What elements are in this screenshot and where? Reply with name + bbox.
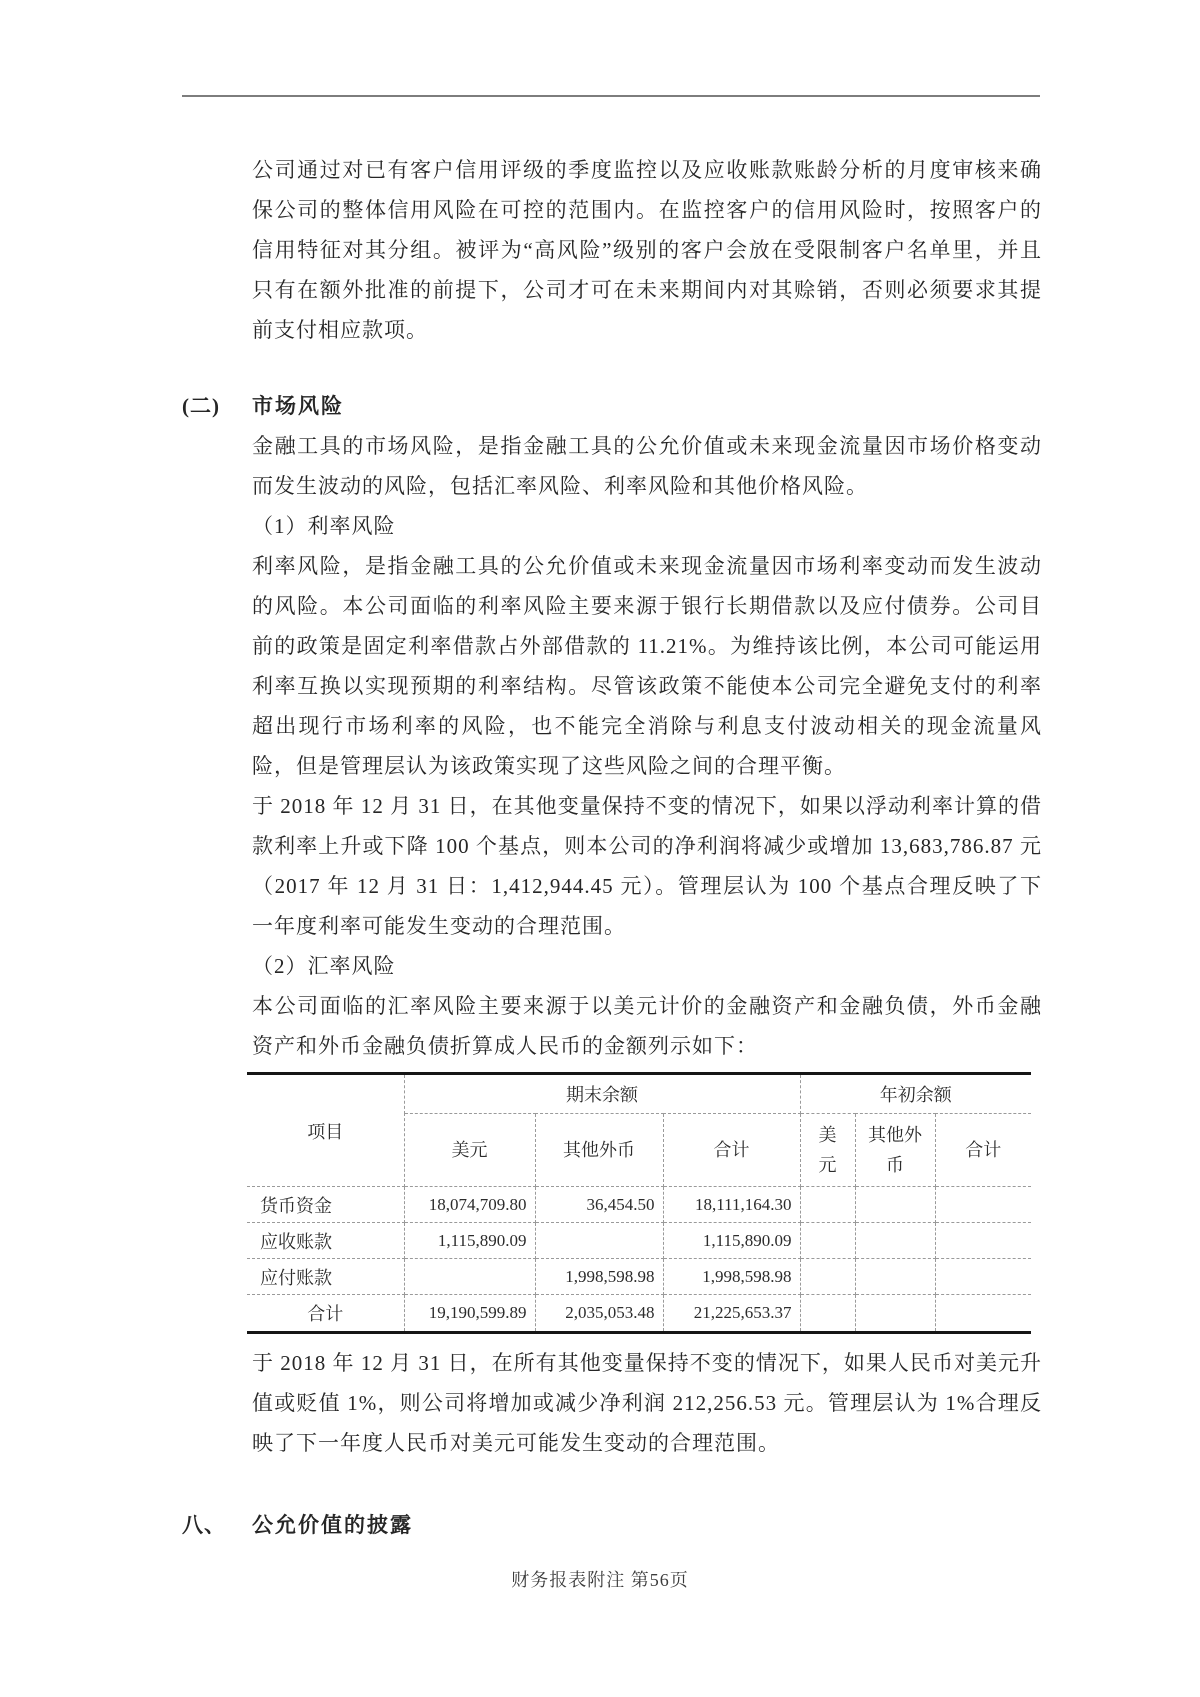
cell-value <box>935 1259 1031 1295</box>
section-market-risk-heading <box>182 386 1042 426</box>
credit-risk-paragraph: 公司通过对已有客户信用评级的季度监控以及应收账款账龄分析的月度审核来确保公司的整体信用风险在可控的范围内。在监控客户的信用风险时，按照客户的信用特征对其分组。被评为“高风险”级别的客户会放在受限制客户名单里，并且只有在额外批准的前提下，公司才可在未来期间内对其赊销，否则必须要求其提前支付相应款项。 <box>252 158 1042 342</box>
gutter-spacer <box>182 1343 252 1463</box>
cell-value: 21,225,653.37 <box>663 1295 800 1333</box>
exchange-rate-intro-row <box>182 986 1042 1066</box>
section-fair-value-heading <box>182 1505 1042 1545</box>
cell-value: 18,074,709.80 <box>404 1187 535 1223</box>
cell-value: 1,115,890.09 <box>404 1223 535 1259</box>
header-rule <box>182 95 1040 97</box>
gutter-spacer <box>182 1066 252 1334</box>
gutter-spacer <box>182 946 252 986</box>
cell-value <box>404 1259 535 1295</box>
cell-value: 1,115,890.09 <box>663 1223 800 1259</box>
gutter-spacer <box>182 546 252 786</box>
fx-col-closing-other: 其他外币 <box>535 1114 663 1187</box>
fx-table-group-header-row <box>247 1074 1031 1114</box>
interest-rate-sensitivity: 于 2018 年 12 月 31 日，在其他变量保持不变的情况下，如果以浮动利率计算的借款利率上升或下降 100 个基点，则本公司的净利润将减少或增加 13,683,786.87 元（2017 年 12 月 31 日：1,412,944.45 元）。管理层认为 100 个基点合理反映了下一年度利率可能发生变动的合理范围。 <box>252 794 1042 938</box>
cell-value <box>935 1295 1031 1333</box>
fx-col-opening-other: 其他外币 <box>855 1114 935 1187</box>
interest-rate-heading-row <box>182 506 1042 546</box>
cell-value <box>800 1295 855 1333</box>
table-row-receivables <box>247 1223 1031 1259</box>
row-label: 应付账款 <box>247 1259 404 1295</box>
section-market-risk-number: (二) <box>182 394 220 418</box>
cell-value <box>855 1295 935 1333</box>
fx-table-closing-group-header: 期末余额 <box>404 1074 800 1114</box>
fx-col-closing-total: 合计 <box>663 1114 800 1187</box>
gutter-spacer <box>182 506 252 546</box>
cell-value <box>855 1259 935 1295</box>
fx-exposure-table <box>247 1072 1031 1334</box>
interest-rate-sensitivity-row <box>182 786 1042 946</box>
exchange-rate-sensitivity-row <box>182 1343 1042 1463</box>
cell-value <box>935 1223 1031 1259</box>
gutter-spacer <box>182 150 252 350</box>
cell-value: 19,190,599.89 <box>404 1295 535 1333</box>
cell-value: 1,998,598.98 <box>535 1259 663 1295</box>
exchange-rate-sensitivity: 于 2018 年 12 月 31 日，在所有其他变量保持不变的情况下，如果人民币对美元升值或贬值 1%，则公司将增加或减少净利润 212,256.53 元。管理层认为 1%合理反映了下一年度人民币对美元可能发生变动的合理范围。 <box>252 1351 1042 1455</box>
gutter-spacer <box>182 986 252 1066</box>
credit-risk-paragraph-row <box>182 150 1042 350</box>
fx-col-closing-usd: 美元 <box>404 1114 535 1187</box>
table-row-total <box>247 1295 1031 1333</box>
table-row-payables <box>247 1259 1031 1295</box>
exchange-rate-heading: （2）汇率风险 <box>252 954 396 978</box>
fx-col-opening-usd: 美元 <box>800 1114 855 1187</box>
table-row-cash <box>247 1187 1031 1223</box>
gutter-spacer <box>182 426 252 506</box>
cell-value: 36,454.50 <box>535 1187 663 1223</box>
market-risk-intro: 金融工具的市场风险，是指金融工具的公允价值或未来现金流量因市场价格变动而发生波动的风险，包括汇率风险、利率风险和其他价格风险。 <box>252 434 1042 498</box>
section-fair-value-title: 公允价值的披露 <box>252 1513 413 1537</box>
cell-value <box>855 1223 935 1259</box>
cell-value <box>800 1223 855 1259</box>
page-footer: 财务报表附注 第56页 <box>511 1570 689 1590</box>
market-risk-intro-row <box>182 426 1042 506</box>
interest-rate-body-row <box>182 546 1042 786</box>
fx-table-row <box>182 1066 1042 1334</box>
cell-value <box>935 1187 1031 1223</box>
row-label: 合计 <box>247 1295 404 1333</box>
row-label: 货币资金 <box>247 1187 404 1223</box>
exchange-rate-heading-row <box>182 946 1042 986</box>
page-content <box>182 150 1042 1545</box>
cell-value <box>855 1187 935 1223</box>
interest-rate-heading: （1）利率风险 <box>252 514 396 538</box>
fx-col-opening-total: 合计 <box>935 1114 1031 1187</box>
cell-value <box>800 1187 855 1223</box>
row-label: 应收账款 <box>247 1223 404 1259</box>
exchange-rate-intro: 本公司面临的汇率风险主要来源于以美元计价的金融资产和金融负债，外币金融资产和外币金融负债折算成人民币的金额列示如下： <box>252 994 1042 1058</box>
cell-value: 18,111,164.30 <box>663 1187 800 1223</box>
cell-value: 1,998,598.98 <box>663 1259 800 1295</box>
cell-value <box>535 1223 663 1259</box>
cell-value <box>800 1259 855 1295</box>
interest-rate-body: 利率风险，是指金融工具的公允价值或未来现金流量因市场利率变动而发生波动的风险。本公司面临的利率风险主要来源于银行长期借款以及应付债券。公司目前的政策是固定利率借款占外部借款的 11.21%。为维持该比例，本公司可能运用利率互换以实现预期的利率结构。尽管该政策不能使本公司完全避免支付的利率超出现行市场利率的风险，也不能完全消除与利息支付波动相关的现金流量风险，但是管理层认为该政策实现了这些风险之间的合理平衡。 <box>252 554 1042 778</box>
fx-table-opening-group-header: 年初余额 <box>800 1074 1031 1114</box>
cell-value: 2,035,053.48 <box>535 1295 663 1333</box>
section-fair-value-number: 八、 <box>182 1513 226 1537</box>
fx-table-item-header: 项目 <box>247 1074 404 1187</box>
fx-table-container <box>252 1066 1042 1334</box>
gutter-spacer <box>182 786 252 946</box>
section-market-risk-title: 市场风险 <box>252 394 344 418</box>
